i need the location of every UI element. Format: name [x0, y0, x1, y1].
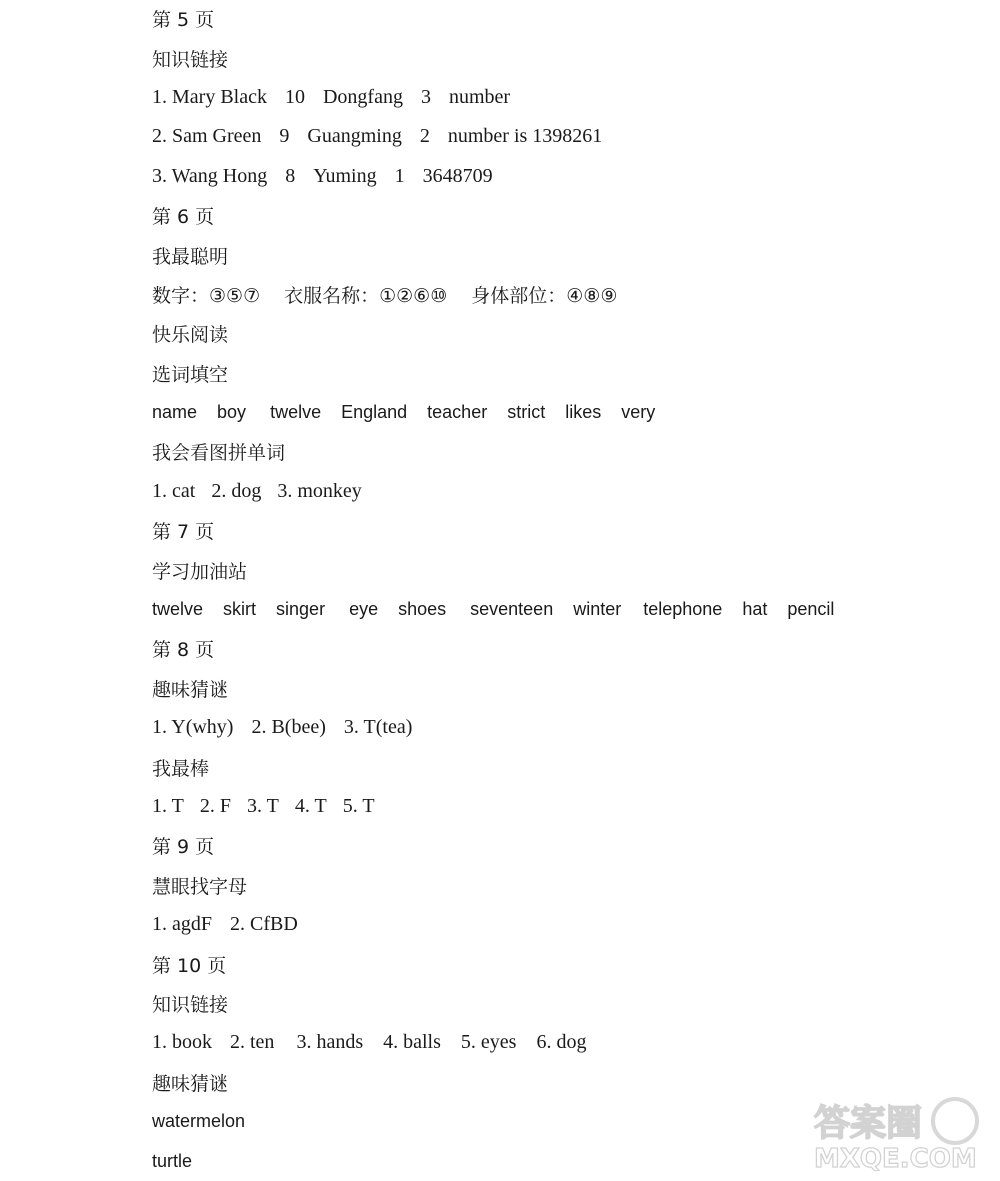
- text-segment: strict: [507, 402, 546, 423]
- text-line: [152, 708, 972, 747]
- text-line: [152, 78, 972, 117]
- text-segment: 慧眼找字母: [152, 875, 248, 898]
- text-segment: shoes: [398, 599, 447, 620]
- text-segment: 衣服名称：①②⑥⑩: [284, 284, 448, 307]
- text-segment: 2: [419, 125, 430, 148]
- text-segment: 学习加油站: [152, 560, 248, 583]
- text-segment: 3. T(tea): [343, 716, 413, 739]
- text-line: [152, 550, 972, 589]
- text-segment: 3. T: [246, 795, 279, 817]
- text-segment: winter: [573, 599, 622, 620]
- text-segment: very: [621, 402, 656, 423]
- text-line: [152, 393, 972, 432]
- text-segment: England: [341, 402, 408, 423]
- text-segment: 1. book: [152, 1031, 212, 1054]
- text-segment: Dongfang: [322, 85, 403, 108]
- text-segment: 我会看图拼单词: [152, 442, 286, 465]
- text-line: [152, 511, 972, 550]
- text-segment: 2. B(bee): [251, 716, 326, 739]
- text-line: [152, 235, 972, 274]
- text-segment: number is 1398261: [447, 125, 603, 148]
- text-segment: 3. monkey: [277, 479, 362, 502]
- text-segment: 3. hands: [296, 1031, 364, 1054]
- text-segment: likes: [565, 402, 602, 423]
- text-segment: seventeen: [470, 599, 554, 620]
- text-segment: 数字：③⑤⑦: [152, 284, 261, 307]
- text-segment: 2. ten: [230, 1031, 275, 1054]
- text-line: [152, 0, 972, 38]
- text-line: [152, 38, 972, 77]
- text-line: [152, 1023, 972, 1062]
- watermark-bottom-text: MXQE.COM: [814, 1144, 977, 1171]
- text-line: [152, 314, 972, 353]
- text-segment: 6. dog: [536, 1031, 587, 1054]
- text-segment: 9: [279, 125, 290, 148]
- answer-document: [152, 0, 972, 1181]
- text-line: [152, 1063, 972, 1102]
- text-line: [152, 117, 972, 156]
- text-segment: 3648709: [422, 164, 493, 187]
- text-segment: 我最棒: [152, 757, 210, 780]
- text-segment: Guangming: [307, 125, 402, 148]
- text-segment: 第 8 页: [152, 639, 215, 662]
- text-segment: 5. T: [342, 795, 375, 817]
- text-line: [152, 432, 972, 471]
- text-line: [152, 1102, 972, 1141]
- text-segment: name: [152, 402, 198, 423]
- text-line: [152, 196, 972, 235]
- text-segment: 1: [394, 164, 405, 187]
- text-segment: 3: [420, 85, 431, 108]
- text-segment: twelve: [152, 599, 204, 620]
- watermark-top-text: 答案圈: [814, 1103, 923, 1144]
- text-segment: skirt: [223, 599, 257, 620]
- text-segment: 第 5 页: [152, 9, 215, 32]
- text-line: [152, 669, 972, 708]
- text-segment: 1. cat: [152, 479, 196, 502]
- text-line: [152, 944, 972, 983]
- text-line: [152, 747, 972, 786]
- text-segment: 我最聪明: [152, 245, 229, 268]
- text-segment: 第 6 页: [152, 206, 215, 229]
- text-segment: 第 9 页: [152, 836, 215, 859]
- text-segment: 5. eyes: [460, 1031, 517, 1054]
- text-line: [152, 866, 972, 905]
- text-segment: 知识链接: [152, 48, 229, 71]
- text-line: [152, 275, 972, 314]
- text-segment: 8: [285, 164, 296, 187]
- text-segment: 身体部位：④⑧⑨: [471, 284, 618, 307]
- text-segment: 2. Sam Green: [152, 125, 262, 148]
- text-line: [152, 157, 972, 196]
- text-line: [152, 787, 972, 826]
- text-line: [152, 354, 972, 393]
- text-segment: eye: [349, 599, 379, 620]
- text-line: [152, 472, 972, 511]
- text-segment: hat: [742, 599, 768, 620]
- text-line: [152, 590, 972, 629]
- text-segment: 2. CfBD: [230, 913, 298, 936]
- text-segment: 4. T: [294, 795, 327, 817]
- text-segment: 第 10 页: [152, 954, 227, 977]
- text-segment: 选词填空: [152, 363, 229, 386]
- text-segment: 2. F: [199, 795, 231, 817]
- text-segment: twelve: [270, 402, 322, 423]
- text-segment: 1. agdF: [152, 913, 212, 936]
- text-segment: 1. Y(why): [152, 716, 234, 739]
- text-segment: 1. T: [152, 795, 184, 817]
- text-segment: boy: [217, 402, 247, 423]
- text-segment: 10: [284, 85, 305, 108]
- text-segment: pencil: [787, 599, 835, 620]
- text-segment: 3. Wang Hong: [152, 164, 268, 187]
- text-segment: 快乐阅读: [152, 324, 229, 347]
- text-segment: teacher: [427, 402, 488, 423]
- text-line: [152, 826, 972, 865]
- text-segment: Yuming: [313, 164, 377, 187]
- text-segment: number: [448, 85, 511, 108]
- text-segment: 2. dog: [211, 479, 262, 502]
- text-segment: telephone: [643, 599, 723, 620]
- text-segment: watermelon: [152, 1111, 246, 1132]
- text-segment: 第 7 页: [152, 521, 215, 544]
- text-segment: 趣味猜谜: [152, 1072, 229, 1095]
- text-segment: 4. balls: [383, 1031, 441, 1054]
- text-segment: 知识链接: [152, 993, 229, 1016]
- text-line: [152, 629, 972, 668]
- text-segment: singer: [276, 599, 326, 620]
- text-segment: 趣味猜谜: [152, 678, 229, 701]
- text-line: [152, 984, 972, 1023]
- text-segment: turtle: [152, 1150, 193, 1171]
- text-line: [152, 905, 972, 944]
- text-segment: 1. Mary Black: [152, 85, 267, 108]
